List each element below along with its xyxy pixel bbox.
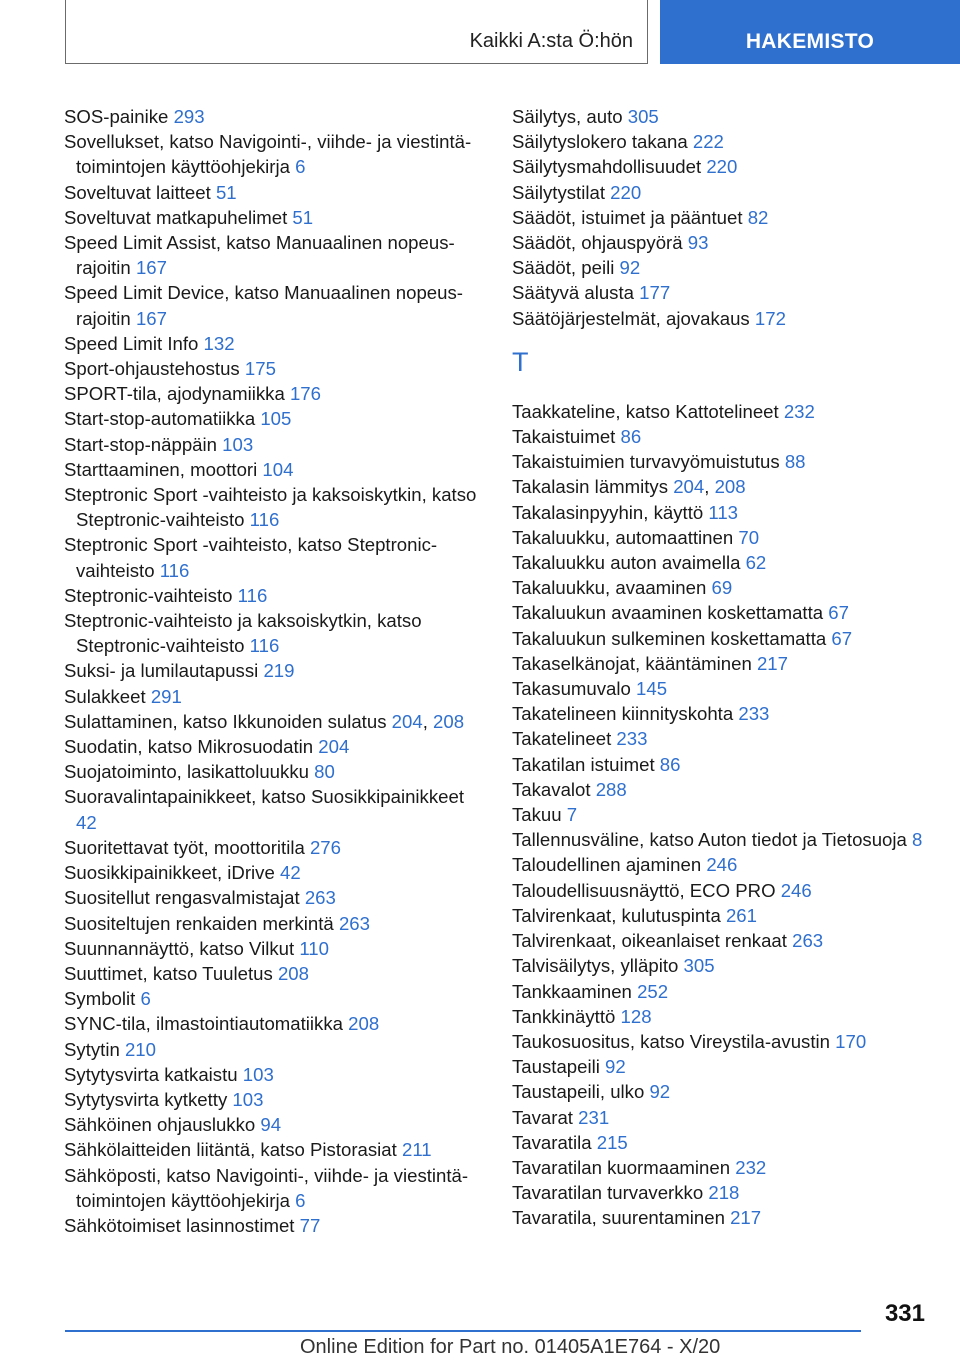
page-link[interactable]: 51: [292, 206, 314, 228]
index-entry: [512, 777, 932, 802]
page-link[interactable]: 291: [150, 685, 182, 707]
index-entry-text: Sähköinen ohjauslukko: [64, 1114, 261, 1136]
page-link[interactable]: 220: [610, 181, 642, 203]
page-link[interactable]: 116: [249, 509, 280, 531]
index-entry-text: Säädöt, istuimet ja pääntuet: [512, 206, 748, 228]
index-entry: [64, 432, 484, 457]
index-entry-text: Takaluukun avaaminen koskettamatta: [512, 602, 829, 624]
index-entry: [512, 129, 932, 154]
page-number: 331: [884, 1300, 925, 1327]
index-entry-text: Suojatoiminto, lasikattoluukku: [64, 761, 315, 783]
index-entry-text: Säilytyslokero takana: [512, 131, 693, 153]
page-link[interactable]: 88: [784, 451, 806, 473]
page-link[interactable]: 217: [756, 652, 788, 674]
page-link[interactable]: 167: [135, 257, 167, 279]
page-link[interactable]: 305: [627, 106, 659, 127]
index-entry: [512, 651, 932, 676]
page-link[interactable]: 92: [619, 257, 641, 279]
page-link[interactable]: 103: [242, 1063, 274, 1085]
page-link[interactable]: 116: [237, 584, 268, 606]
page-link[interactable]: 210: [124, 1038, 156, 1060]
page-link[interactable]: 62: [745, 552, 767, 574]
index-entry: [64, 1137, 484, 1162]
index-entry: [512, 928, 932, 953]
index-entry-text: Takatelineet: [512, 728, 617, 750]
index-entry-text: Takaluukku auton avaimella: [512, 552, 746, 574]
index-entry: [64, 608, 484, 658]
index-entry-text: Sähkölaitteiden liitäntä, katso Pistorasiat: [64, 1139, 402, 1161]
index-entry: [512, 726, 932, 751]
page-link[interactable]: 293: [173, 106, 205, 127]
index-entry: [512, 802, 932, 827]
index-entry-text: Suositellut rengasvalmistajat: [64, 887, 305, 909]
index-entry: Takalasin lämmitys 204, 208: [512, 476, 746, 498]
page-link[interactable]: 94: [260, 1114, 282, 1136]
index-entry-text: Sulakkeet: [64, 685, 151, 707]
index-entry: [512, 626, 932, 651]
index-entry-text: Säädöt, ohjauspyörä: [512, 232, 688, 254]
page-link[interactable]: 211: [401, 1139, 432, 1161]
index-entry: [64, 406, 484, 431]
index-entry: [64, 280, 484, 330]
page-link[interactable]: 263: [304, 887, 336, 909]
page-link[interactable]: 67: [828, 602, 849, 624]
index-entry: [512, 953, 932, 978]
index-column-right: [512, 104, 932, 1231]
index-tab[interactable]: [660, 0, 960, 64]
page-link[interactable]: 67: [831, 627, 853, 649]
index-entry: [64, 457, 484, 482]
index-entry: [512, 230, 932, 255]
index-entry-text: Tavaratila, suurentaminen: [512, 1207, 731, 1229]
index-entry-text: Takaistuimien turvavyömuistutus: [512, 451, 785, 473]
page-link[interactable]: 70: [738, 526, 760, 548]
index-entry-text: Taakkateline, katso Kattotelineet: [512, 400, 784, 422]
index-entry: [64, 734, 484, 759]
index-entry: [64, 532, 484, 582]
page-link[interactable]: 6: [140, 988, 151, 1010]
index-entry-text: Talvirenkaat, oikeanlaiset renkaat: [512, 930, 793, 952]
index-entry: [64, 1112, 484, 1137]
index-entry: [64, 1011, 484, 1036]
index-entry-text: Tavaratilan kuormaaminen: [512, 1156, 736, 1178]
index-entry-text: Soveltuvat laitteet: [64, 181, 216, 203]
index-entry: [512, 600, 932, 625]
page-link[interactable]: 177: [639, 282, 671, 304]
index-entry: [64, 230, 484, 280]
index-entry-text: Taustapeili, ulko: [512, 1081, 650, 1103]
index-entry: [512, 1105, 932, 1130]
page-link[interactable]: 208: [348, 1013, 380, 1035]
page-link[interactable]: 116: [159, 559, 190, 581]
page-link[interactable]: 86: [659, 753, 681, 775]
index-entry: [512, 701, 932, 726]
index-entry-text: Steptronic Sport -vaihteisto ja kaksoiskytkin, katso Steptronic-vaihteisto: [64, 484, 477, 531]
page-link[interactable]: 113: [708, 501, 739, 523]
index-entry-text: Steptronic-vaihteisto ja kaksoiskytkin, katso Steptronic-vaihteisto: [64, 610, 422, 657]
index-entry: [512, 525, 932, 550]
page-link[interactable]: 276: [309, 836, 341, 858]
page-link[interactable]: 176: [289, 383, 321, 405]
index-entry-text: Säätöjärjestelmät, ajovakaus: [512, 307, 755, 329]
page-link[interactable]: 167: [135, 307, 167, 329]
index-entry-text: Sport-ohjaustehostus: [64, 358, 245, 380]
index-entry-text: Takalasin lämmitys: [512, 476, 674, 498]
index-entry: [64, 961, 484, 986]
index-entry: [64, 1087, 484, 1112]
index-entry: [64, 205, 484, 230]
index-entry-text: Takasumuvalo: [512, 678, 637, 700]
page-link[interactable]: 77: [299, 1214, 321, 1236]
index-entry-text: Taukosuositus, katso Vireystila-avustin: [512, 1030, 836, 1052]
index-entry-text: Sähköposti, katso Navigointi-, viihde- ja viestintätoimintojen käyttöohjekirja: [64, 1164, 469, 1211]
index-entry: [512, 180, 932, 205]
page-link[interactable]: 246: [706, 854, 738, 876]
index-entry-text: Takaluukun sulkeminen koskettamatta: [512, 627, 832, 649]
index-entry-text: SYNC-tila, ilmastointiautomatiikka: [64, 1013, 349, 1035]
index-entry: [512, 1205, 932, 1230]
index-entry-text: Soveltuvat matkapuhelimet: [64, 206, 293, 228]
index-entry-text: Steptronic Sport -vaihteisto, katso Steptronic-vaihteisto: [64, 534, 438, 581]
index-entry: [512, 424, 932, 449]
page-link[interactable]: 219: [263, 660, 295, 682]
index-entry-text: Taloudellisuusnäyttö, ECO PRO: [512, 879, 781, 901]
index-entry: [512, 1079, 932, 1104]
index-entry: [64, 835, 484, 860]
index-entry-text: Speed Limit Assist, katso Manuaalinen nopeusrajoitin: [64, 232, 455, 279]
index-entry: [512, 878, 932, 903]
index-entry: [64, 1213, 484, 1238]
index-entry: [64, 784, 484, 834]
page-link[interactable]: 92: [649, 1081, 671, 1103]
index-entry-text: Talvirenkaat, kulutuspinta: [512, 904, 726, 926]
index-entry: [512, 903, 932, 928]
page-link[interactable]: 263: [792, 930, 824, 952]
index-entry-text: Speed Limit Device, katso Manuaalinen nopeusrajoitin: [64, 282, 463, 329]
index-entry: [64, 684, 484, 709]
index-entry: [512, 399, 932, 424]
index-entry: [64, 583, 484, 608]
index-entry-text: Talvisäilytys, ylläpito: [512, 955, 684, 977]
page-link[interactable]: 232: [735, 1156, 767, 1178]
index-entry: [64, 1037, 484, 1062]
index-entry: [512, 500, 932, 525]
index-entry: [512, 1155, 932, 1180]
index-entry-text: Suosikkipainikkeet, iDrive: [64, 862, 280, 884]
index-entry: [512, 104, 932, 129]
index-entry-text: Tankkaaminen: [512, 980, 638, 1002]
page-link[interactable]: 208: [714, 476, 746, 498]
page-link[interactable]: 42: [279, 862, 301, 884]
index-entry: [512, 979, 932, 1004]
page-link[interactable]: 204: [318, 736, 350, 758]
page-link[interactable]: 110: [299, 937, 329, 959]
index-entry-text: Säilytystilat: [512, 181, 611, 203]
index-entry-text: Taloudellinen ajaminen: [512, 854, 707, 876]
index-entry: [64, 1062, 484, 1087]
page-link[interactable]: 218: [708, 1182, 740, 1204]
page-link[interactable]: 103: [222, 433, 254, 455]
index-entry-text: Takaluukku, avaaminen: [512, 577, 712, 599]
page-link[interactable]: 128: [620, 1005, 652, 1027]
index-entry-text: Tallennusväline, katso Auton tiedot ja Tietosuoja: [512, 829, 913, 851]
index-group-t: [512, 399, 932, 1231]
index-entry: [512, 154, 932, 179]
index-entry: [512, 1054, 932, 1079]
index-entry-text: SPORT-tila, ajodynamiikka: [64, 383, 290, 405]
index-entry-text: Tavarat: [512, 1106, 579, 1128]
index-entry: Sulattaminen, katso Ikkunoiden sulatus 204, 208: [64, 710, 465, 732]
index-entry-text: Säätyvä alusta: [512, 282, 640, 304]
index-entry: [64, 356, 484, 381]
page-link[interactable]: 305: [683, 955, 715, 977]
page-link[interactable]: 215: [596, 1131, 628, 1153]
page-link[interactable]: 104: [262, 458, 294, 480]
index-entry: [64, 381, 484, 406]
index-entry-text: Tavaratilan turvaverkko: [512, 1182, 709, 1204]
section-tab-label: Kaikki A:sta Ö:hön: [469, 30, 633, 52]
index-entry: [64, 911, 484, 936]
index-group-s-continued: [512, 104, 932, 331]
page-link[interactable]: 170: [835, 1030, 867, 1052]
page-link[interactable]: 132: [203, 332, 235, 354]
page-link[interactable]: 6: [295, 156, 306, 178]
index-entry: [512, 280, 932, 305]
index-entry-text: Sovellukset, katso Navigointi-, viihde- ja viestintätoimintojen käyttöohjekirja: [64, 131, 472, 178]
index-entry-text: Säilytys, auto: [512, 106, 628, 127]
index-entry-text: Suoravalintapainikkeet, katso Suosikkipainikkeet: [64, 786, 464, 808]
page-link[interactable]: 86: [620, 426, 642, 448]
index-entry: [512, 827, 932, 852]
index-entry: [64, 885, 484, 910]
index-entry-text: Sytytysvirta katkaistu: [64, 1063, 243, 1085]
index-entry-text: Sulattaminen, katso Ikkunoiden sulatus: [64, 710, 392, 732]
page-link[interactable]: 263: [338, 912, 370, 934]
page-link[interactable]: 175: [244, 358, 276, 380]
index-entry-text: Sytytin: [64, 1038, 125, 1060]
index-entry: [64, 986, 484, 1011]
index-column-left: [64, 104, 484, 1238]
index-entry-text: Takatelineen kiinnityskohta: [512, 703, 739, 725]
index-entry-text: Speed Limit Info: [64, 332, 204, 354]
index-entry: [64, 129, 484, 179]
index-entry-text: Takalasinpyyhin, käyttö: [512, 501, 709, 523]
index-entry: [512, 550, 932, 575]
page-link[interactable]: 288: [595, 778, 627, 800]
page-link[interactable]: 42: [76, 811, 97, 833]
page-link[interactable]: 8: [912, 829, 923, 851]
page-link[interactable]: 105: [260, 408, 292, 430]
index-entry: [512, 1004, 932, 1029]
index-entry-text: Takaluukku, automaattinen: [512, 526, 739, 548]
page-link[interactable]: 220: [706, 156, 738, 178]
index-entry: [64, 180, 484, 205]
page-link[interactable]: 232: [783, 400, 815, 422]
index-entry: [64, 759, 484, 784]
page-link[interactable]: 82: [747, 206, 769, 228]
index-entry-text: Takavalot: [512, 778, 596, 800]
page-link[interactable]: 217: [730, 1207, 762, 1229]
index-entry-text: Takuu: [512, 804, 567, 826]
index-entry-text: Takaistuimet: [512, 426, 621, 448]
index-entry-text: Taustapeili: [512, 1056, 606, 1078]
index-tab-label: HAKEMISTO: [745, 30, 875, 53]
index-entry: [64, 936, 484, 961]
index-entry: [512, 1130, 932, 1155]
index-entry: [64, 1163, 484, 1213]
page-link[interactable]: 208: [277, 962, 309, 984]
index-entry: [64, 658, 484, 683]
index-entry-text: Takaselkänojat, kääntäminen: [512, 652, 757, 674]
index-entry: [64, 482, 484, 532]
page-link[interactable]: 7: [566, 804, 578, 826]
index-entry: [512, 575, 932, 600]
page-link[interactable]: 93: [687, 232, 709, 254]
index-entry-text: Symbolit: [64, 988, 141, 1010]
index-entry-text: Suuttimet, katso Tuuletus: [64, 962, 278, 984]
index-entry: [512, 852, 932, 877]
section-tab[interactable]: [65, 0, 648, 64]
page-link[interactable]: 116: [249, 635, 280, 657]
index-entry: [512, 449, 932, 474]
section-letter: T: [512, 346, 529, 377]
index-entry-text: Suositeltujen renkaiden merkintä: [64, 912, 339, 934]
page-link[interactable]: 6: [295, 1189, 306, 1211]
index-entry-text: Tankkinäyttö: [512, 1005, 621, 1027]
page-link[interactable]: 103: [232, 1088, 264, 1110]
index-entry: [64, 860, 484, 885]
index-entry-text: Start-stop-automatiikka: [64, 408, 261, 430]
page-link[interactable]: 208: [433, 710, 465, 732]
index-entry: [512, 306, 932, 331]
index-entry-text: Starttaaminen, moottori: [64, 458, 263, 480]
page-link[interactable]: 204: [391, 710, 423, 732]
page-link[interactable]: 231: [578, 1106, 610, 1128]
index-entry-text: Suodatin, katso Mikrosuodatin: [64, 736, 319, 758]
page-link[interactable]: 51: [215, 181, 237, 203]
index-entry: [512, 1029, 932, 1054]
index-entry: [512, 752, 932, 777]
page-link[interactable]: 233: [616, 728, 648, 750]
index-entry-text: Start-stop-näppäin: [64, 433, 223, 455]
index-entry-text: Steptronic-vaihteisto: [64, 584, 238, 606]
index-entry-text: Takatilan istuimet: [512, 753, 660, 775]
index-entry-text: Suunnannäyttö, katso Vilkut: [64, 937, 300, 959]
index-entry: [512, 1180, 932, 1205]
index-entry-text: Tavaratila: [512, 1131, 597, 1153]
page-link[interactable]: 246: [780, 879, 812, 901]
index-entry-text: Säädöt, peili: [512, 257, 620, 279]
index-entry-text: SOS-painike: [64, 106, 174, 127]
page-link[interactable]: 261: [725, 904, 757, 926]
page-link[interactable]: 80: [314, 761, 335, 783]
page-link[interactable]: 172: [754, 307, 786, 329]
index-entry: [64, 331, 484, 356]
index-entry: [512, 205, 932, 230]
index-entry-text: Suoritettavat työt, moottoritila: [64, 836, 310, 858]
page-link[interactable]: 222: [692, 131, 724, 153]
index-entry: [64, 104, 484, 129]
page-link[interactable]: 233: [738, 703, 770, 725]
page-link[interactable]: 92: [605, 1056, 626, 1078]
page-link[interactable]: 252: [637, 980, 669, 1002]
page-link[interactable]: 204: [673, 476, 705, 498]
index-entry: [512, 255, 932, 280]
page-link[interactable]: 145: [636, 678, 668, 700]
index-entry: [512, 676, 932, 701]
footer-text: Online Edition for Part no. 01405A1E764 - X/20: [300, 1336, 721, 1358]
index-entry-text: Suksi- ja lumilautapussi: [64, 660, 264, 682]
index-entry-text: Sytytysvirta kytketty: [64, 1088, 233, 1110]
footer-divider: [65, 1330, 861, 1332]
page-link[interactable]: 69: [711, 577, 733, 599]
index-entry-text: Säilytysmahdollisuudet: [512, 156, 707, 178]
index-entry-text: Sähkötoimiset lasinnostimet: [64, 1214, 300, 1236]
